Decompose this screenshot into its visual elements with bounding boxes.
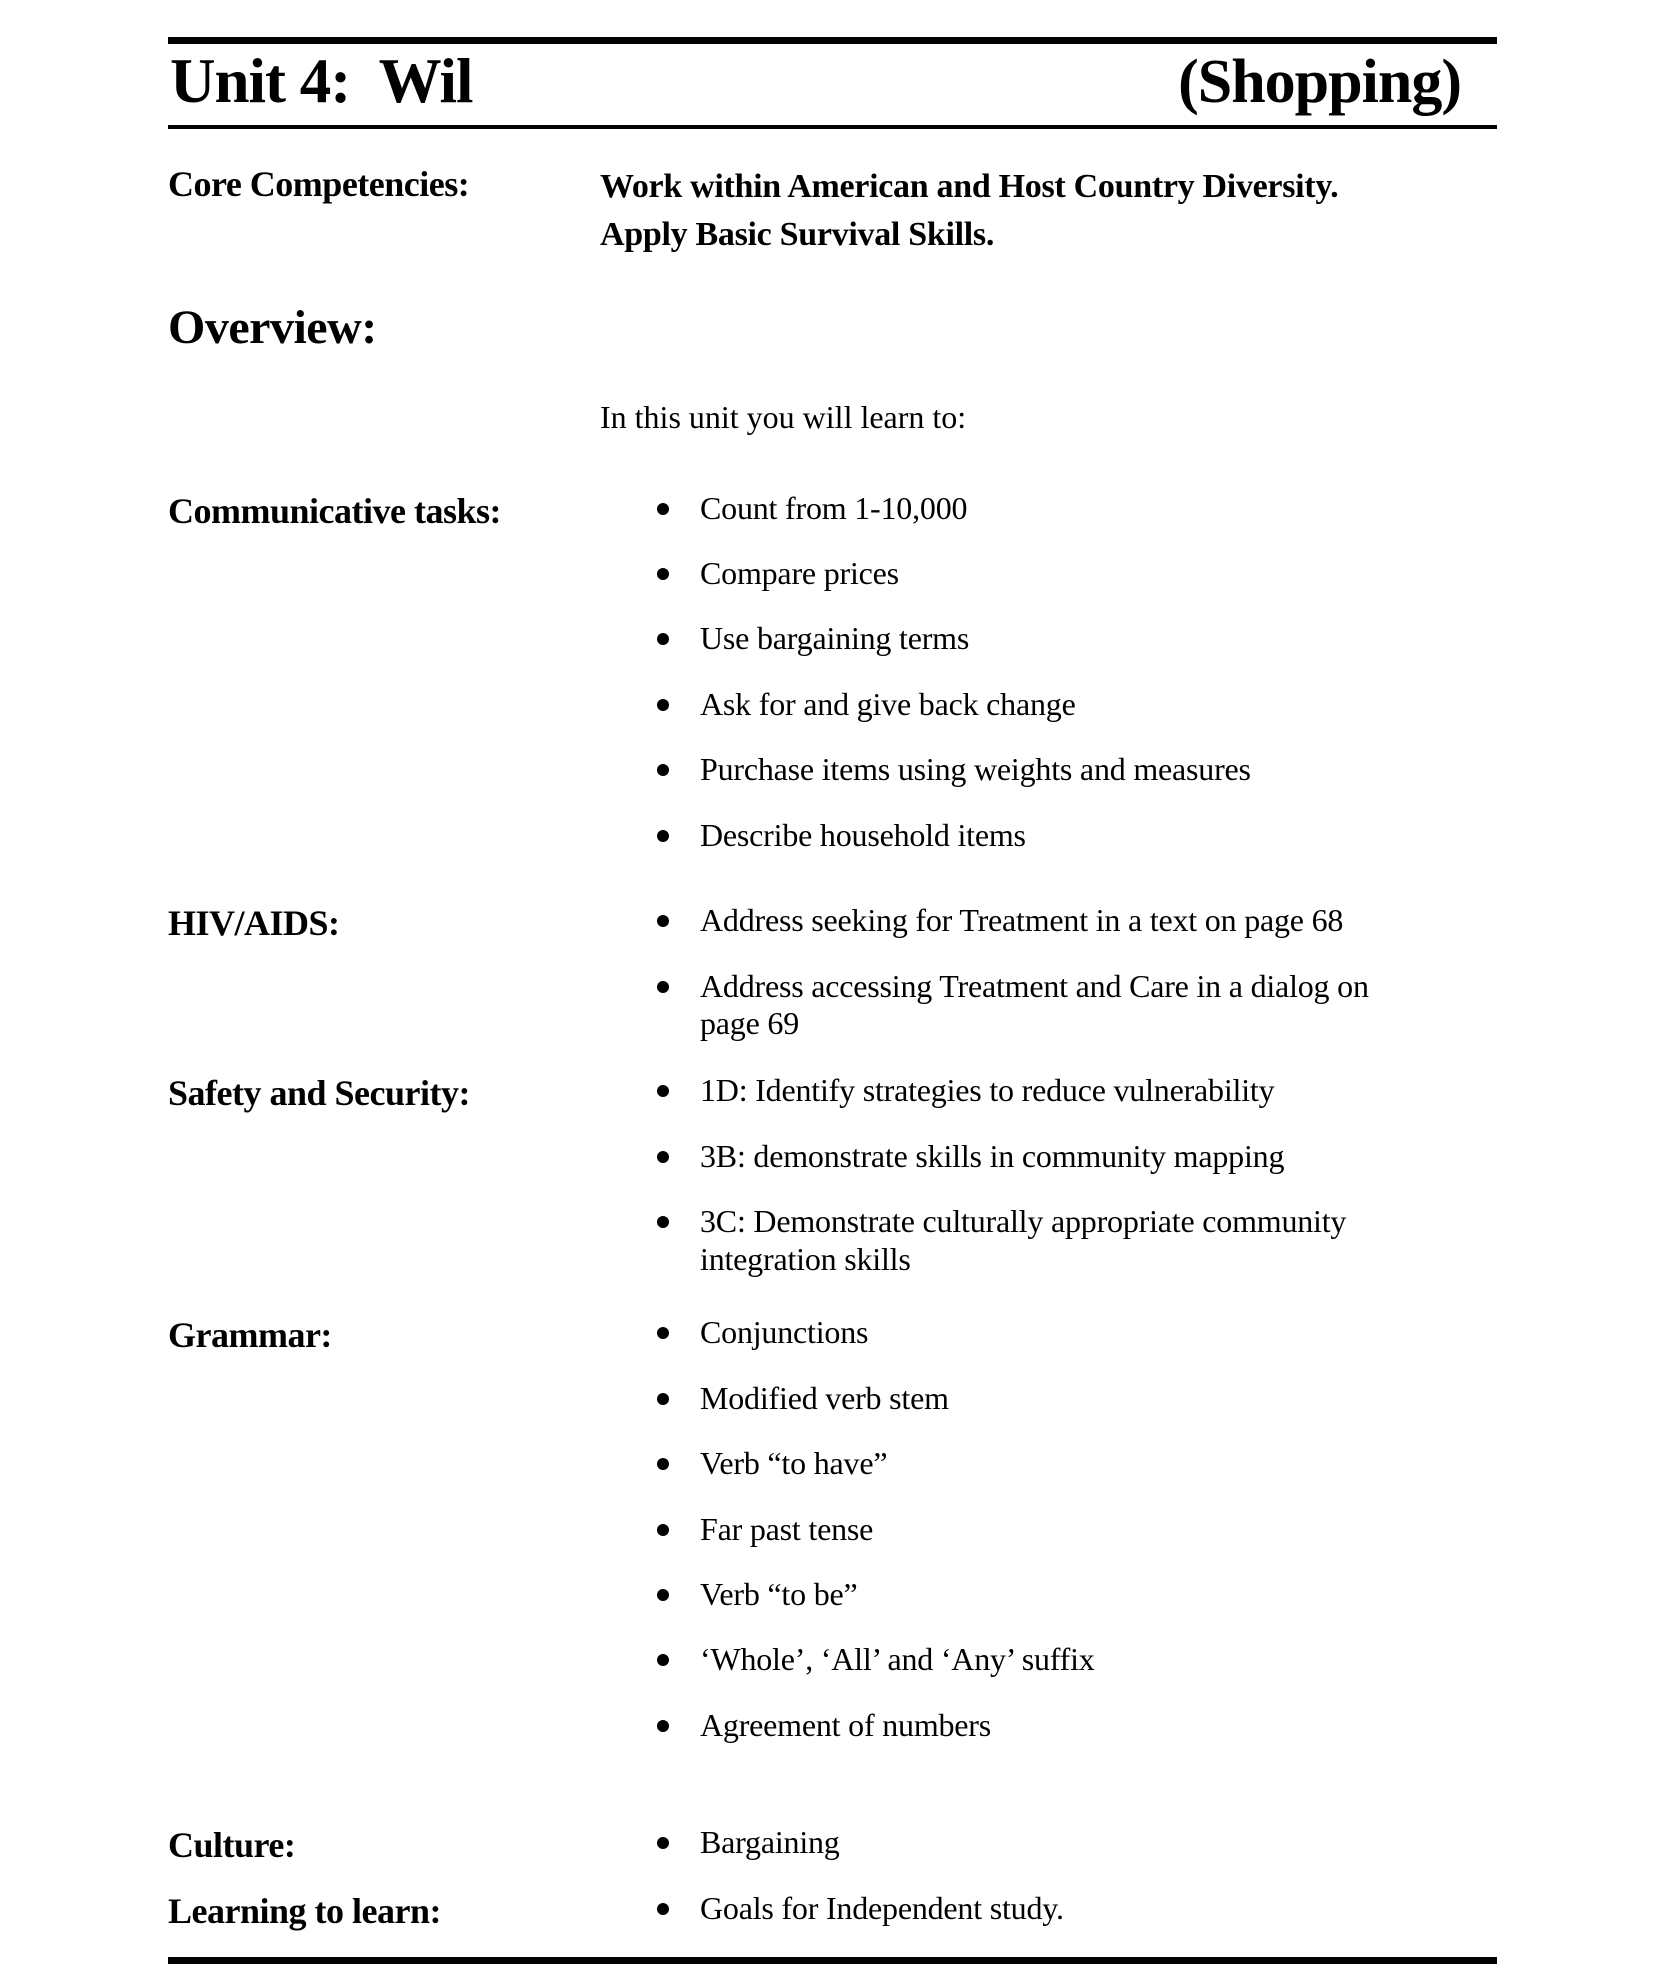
core-competencies-line-1: Work within American and Host Country Diversity.	[600, 168, 1339, 205]
bullet-list	[600, 1890, 1497, 1927]
list-item	[657, 1890, 1497, 1927]
bullet-text: 3B: demonstrate skills in community mapping	[700, 1137, 1285, 1174]
list-item	[657, 1314, 1497, 1351]
bullet-text: Use bargaining terms	[700, 620, 970, 657]
bullet-list	[600, 1072, 1497, 1278]
section-label-col	[168, 902, 600, 1070]
list-item	[657, 555, 1497, 592]
bullet-list	[600, 1824, 1497, 1861]
bullet-text: Count from 1-10,000	[700, 489, 968, 526]
bullet-text: ‘Whole’, ‘All’ and ‘Any’ suffix	[700, 1641, 1095, 1678]
bullet-icon	[657, 503, 669, 515]
bullet-text: Ask for and give back change	[700, 685, 1076, 722]
bullet-text: Verb “to have”	[700, 1445, 888, 1482]
bullet-icon	[657, 1654, 669, 1666]
unit-topic: (Shopping)	[1178, 48, 1461, 116]
core-competencies-label: Core Competencies:	[168, 164, 470, 204]
section-label-col	[168, 490, 600, 883]
bullet-text: Compare prices	[700, 554, 899, 591]
list-item	[657, 1707, 1497, 1744]
bullet-text: Verb “to be”	[700, 1575, 858, 1612]
core-competencies-text	[600, 163, 1497, 260]
list-item	[657, 686, 1497, 723]
section-label: Learning to learn:	[168, 1890, 441, 1931]
bullet-icon	[657, 568, 669, 580]
bullet-text: Goals for Independent study.	[700, 1889, 1064, 1926]
bullet-icon	[657, 764, 669, 776]
bullet-icon	[657, 830, 669, 842]
section-label-col	[168, 1890, 600, 1955]
list-item	[657, 1511, 1497, 1548]
core-competencies-label-col	[168, 163, 600, 260]
bullet-list	[600, 1314, 1497, 1744]
core-competencies-row	[168, 163, 1497, 260]
section-row	[168, 1072, 1497, 1306]
sections-container	[168, 490, 1497, 1956]
unit-title: Unit 4: Wil	[170, 46, 473, 116]
core-competencies-line-2: Apply Basic Survival Skills.	[600, 216, 995, 254]
bullet-text: Purchase items using weights and measures	[700, 751, 1251, 788]
section-label: HIV/AIDS:	[168, 903, 340, 944]
bullet-text: Conjunctions	[700, 1314, 869, 1351]
bullet-icon	[657, 1085, 669, 1097]
bullet-text: Agreement of numbers	[700, 1706, 992, 1743]
bullet-text: Far past tense	[700, 1510, 874, 1547]
overview-heading: Overview:	[168, 300, 377, 354]
bullet-icon	[657, 1720, 669, 1732]
section-row	[168, 1890, 1497, 1955]
section-label: Safety and Security:	[168, 1073, 470, 1114]
bullet-icon	[657, 1151, 669, 1163]
bullet-text: 1D: Identify strategies to reduce vulnerability	[700, 1072, 1275, 1109]
bullet-text: Modified verb stem	[700, 1379, 949, 1416]
section-label-col	[168, 1314, 600, 1772]
list-item	[657, 751, 1497, 788]
list-item	[657, 490, 1497, 527]
list-item	[657, 1380, 1497, 1417]
list-item	[657, 1445, 1497, 1482]
list-item	[657, 1072, 1497, 1109]
bullet-icon	[657, 981, 669, 993]
bullet-text: Bargaining	[700, 1824, 840, 1861]
overview-intro: In this unit you will learn to:	[600, 398, 967, 435]
title-row	[168, 44, 1497, 125]
list-item	[657, 817, 1497, 854]
section-label-col	[168, 1824, 600, 1889]
bullet-icon	[657, 633, 669, 645]
bullet-icon	[657, 1458, 669, 1470]
section-label: Culture:	[168, 1825, 296, 1866]
bullet-icon	[657, 699, 669, 711]
section-label: Grammar:	[168, 1315, 332, 1356]
list-item	[657, 902, 1497, 939]
footer-rule	[168, 1957, 1497, 1964]
bullet-icon	[657, 1393, 669, 1405]
bullet-text: Describe household items	[700, 816, 1026, 853]
bullet-icon	[657, 1589, 669, 1601]
list-item	[657, 968, 1497, 1043]
bullet-icon	[657, 1327, 669, 1339]
bullet-list	[600, 902, 1497, 1042]
header-rule-bottom	[168, 125, 1497, 129]
bullet-list	[600, 490, 1497, 855]
bullet-icon	[657, 1837, 669, 1849]
bullet-text: Address seeking for Treatment in a text on page 68	[700, 902, 1344, 939]
section-row	[168, 1314, 1497, 1772]
section-row	[168, 490, 1497, 883]
section-row	[168, 1824, 1497, 1889]
list-item	[657, 1824, 1497, 1861]
bullet-icon	[657, 1216, 669, 1228]
section-label: Communicative tasks:	[168, 490, 501, 531]
header-rule-top	[168, 37, 1497, 44]
bullet-text: Address accessing Treatment and Care in a dialog on page 69	[700, 967, 1369, 1042]
bullet-icon	[657, 915, 669, 927]
overview-intro-spacer	[168, 399, 600, 436]
list-item	[657, 1576, 1497, 1613]
bullet-text: 3C: Demonstrate culturally appropriate community integration skills	[700, 1203, 1347, 1277]
section-label-col	[168, 1072, 600, 1306]
list-item	[657, 1203, 1497, 1278]
list-item	[657, 1138, 1497, 1175]
list-item	[657, 620, 1497, 657]
bullet-icon	[657, 1524, 669, 1536]
list-item	[657, 1641, 1497, 1678]
bullet-icon	[657, 1903, 669, 1915]
overview-intro-row	[168, 399, 1497, 436]
section-row	[168, 902, 1497, 1070]
